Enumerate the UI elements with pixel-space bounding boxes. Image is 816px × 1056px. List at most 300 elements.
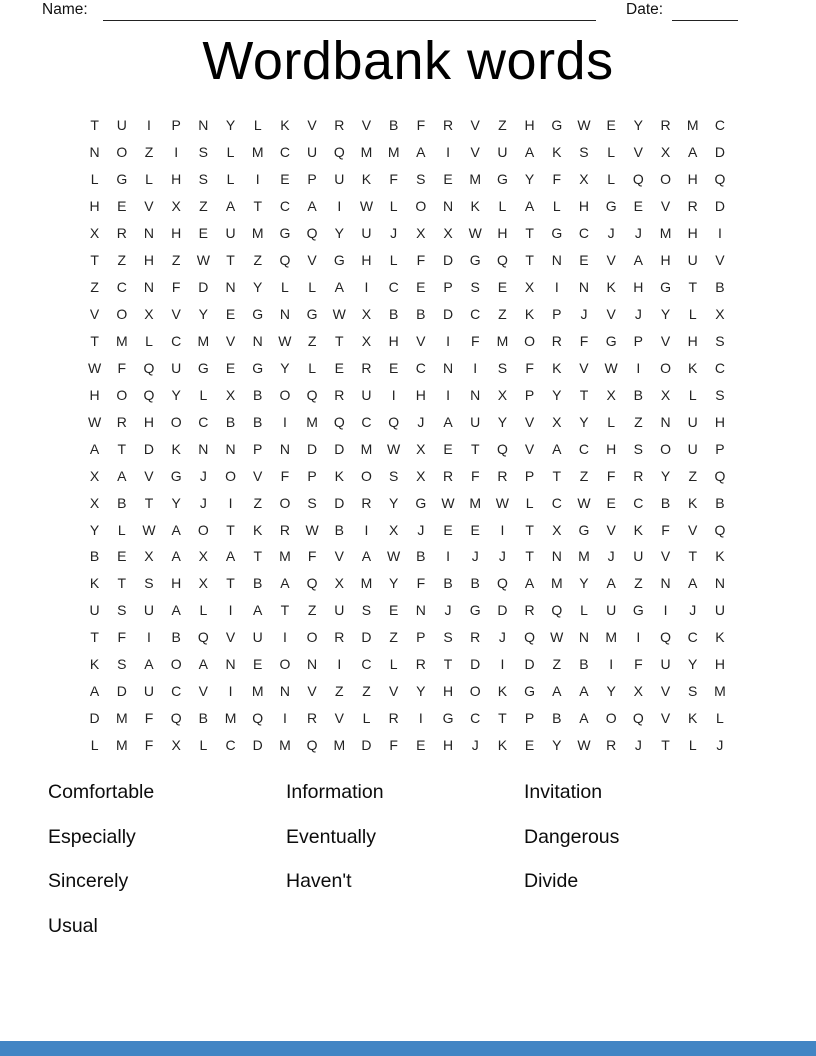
grid-letter: K bbox=[253, 521, 263, 538]
grid-letter: F bbox=[470, 467, 480, 484]
grid-letter: Z bbox=[498, 117, 507, 134]
grid-letter: Z bbox=[498, 306, 507, 323]
grid-letter: T bbox=[498, 710, 507, 727]
grid-letter: V bbox=[660, 548, 671, 565]
grid-letter: W bbox=[87, 413, 102, 430]
grid-letter: V bbox=[688, 521, 698, 538]
grid-letter: Z bbox=[307, 602, 317, 619]
grid-letter: T bbox=[579, 386, 589, 403]
grid-letter: K bbox=[334, 467, 344, 484]
grid-letter: B bbox=[117, 494, 127, 511]
grid-letter: A bbox=[144, 656, 154, 673]
grid-letter: R bbox=[524, 602, 535, 619]
grid-letter: A bbox=[171, 602, 181, 619]
grid-letter: T bbox=[90, 332, 99, 349]
grid-letter: K bbox=[470, 198, 480, 215]
grid-letter: Y bbox=[660, 467, 671, 484]
grid-letter: A bbox=[280, 575, 290, 592]
grid-letter: A bbox=[633, 252, 644, 269]
grid-letter: U bbox=[470, 413, 481, 430]
grid-letter: T bbox=[688, 279, 697, 296]
grid-letter: V bbox=[307, 117, 317, 134]
grid-letter: L bbox=[308, 279, 316, 296]
grid-letter: F bbox=[144, 737, 154, 754]
grid-letter: V bbox=[606, 252, 616, 269]
grid-letter: Q bbox=[714, 171, 726, 188]
grid-letter: C bbox=[388, 279, 399, 296]
grid-letter: H bbox=[687, 225, 698, 242]
grid-letter: I bbox=[418, 710, 423, 727]
grid-letter: P bbox=[715, 440, 725, 457]
grid-letter: E bbox=[416, 737, 426, 754]
grid-letter: K bbox=[497, 683, 508, 700]
grid-letter: R bbox=[551, 332, 562, 349]
grid-letter: F bbox=[606, 467, 616, 484]
grid-letter: M bbox=[306, 413, 318, 430]
grid-letter: I bbox=[446, 332, 450, 349]
grid-letter: N bbox=[551, 548, 562, 565]
grid-letter: X bbox=[660, 144, 671, 161]
grid-letter: L bbox=[145, 171, 153, 188]
grid-letter: T bbox=[90, 629, 99, 646]
grid-letter: T bbox=[90, 117, 99, 134]
grid-letter: C bbox=[198, 413, 209, 430]
grid-letter: R bbox=[361, 494, 372, 511]
grid-letter: K bbox=[633, 521, 644, 538]
grid-letter: L bbox=[199, 737, 208, 754]
grid-letter: Q bbox=[197, 629, 209, 646]
grid-letter: P bbox=[171, 117, 181, 134]
grid-letter: U bbox=[633, 548, 644, 565]
grid-letter: A bbox=[89, 683, 100, 700]
grid-letter: N bbox=[143, 279, 155, 296]
grid-letter: L bbox=[498, 198, 507, 215]
grid-letter: N bbox=[252, 332, 263, 349]
grid-letter: H bbox=[415, 386, 426, 403]
grid-letter: P bbox=[307, 467, 317, 484]
grid-letter: R bbox=[633, 467, 644, 484]
grid-letter: E bbox=[198, 225, 209, 242]
grid-letter: X bbox=[171, 198, 181, 215]
grid-letter: Q bbox=[496, 440, 508, 457]
grid-letter: J bbox=[634, 225, 642, 242]
grid-letter: F bbox=[171, 279, 181, 296]
wordbank-word: Eventually bbox=[286, 825, 376, 848]
grid-letter: Q bbox=[143, 359, 155, 376]
grid-letter: W bbox=[332, 306, 346, 323]
grid-letter: K bbox=[606, 279, 616, 296]
grid-letter: T bbox=[226, 252, 235, 269]
grid-letter: E bbox=[443, 171, 453, 188]
grid-letter: O bbox=[361, 467, 372, 484]
grid-letter: R bbox=[497, 467, 508, 484]
grid-letter: Z bbox=[552, 656, 562, 673]
grid-letter: D bbox=[252, 737, 263, 754]
grid-letter: N bbox=[89, 144, 100, 161]
grid-letter: X bbox=[144, 548, 154, 565]
grid-letter: Z bbox=[634, 413, 643, 430]
grid-letter: W bbox=[387, 440, 401, 457]
grid-letter: J bbox=[634, 737, 642, 754]
grid-letter: I bbox=[636, 359, 641, 376]
grid-letter: Q bbox=[306, 386, 318, 403]
grid-letter: F bbox=[389, 171, 398, 188]
grid-letter: K bbox=[280, 117, 290, 134]
grid-letter: Y bbox=[171, 386, 181, 403]
grid-letter: V bbox=[225, 332, 236, 349]
page-title: Wordbank words bbox=[202, 31, 614, 91]
grid-letter: X bbox=[443, 225, 453, 242]
wordbank-word: Sincerely bbox=[48, 870, 129, 892]
grid-letter: G bbox=[605, 332, 617, 349]
grid-letter: V bbox=[334, 548, 344, 565]
grid-letter: C bbox=[361, 656, 372, 673]
grid-letter: L bbox=[117, 521, 126, 538]
grid-letter: K bbox=[89, 575, 100, 592]
grid-letter: X bbox=[416, 467, 426, 484]
grid-letter: Z bbox=[688, 467, 697, 484]
wordbank-word: Usual bbox=[48, 914, 98, 937]
grid-letter: L bbox=[607, 413, 616, 430]
grid-letter: I bbox=[663, 602, 668, 619]
grid-letter: M bbox=[251, 144, 264, 161]
grid-letter: D bbox=[442, 306, 454, 323]
grid-letter: J bbox=[199, 494, 207, 511]
grid-letter: W bbox=[359, 198, 374, 215]
grid-letter: R bbox=[116, 413, 127, 430]
grid-letter: A bbox=[225, 198, 236, 215]
grid-letter: S bbox=[579, 144, 589, 161]
grid-letter: V bbox=[334, 710, 344, 727]
grid-letter: U bbox=[361, 386, 372, 403]
grid-letter: L bbox=[199, 386, 208, 403]
grid-letter: A bbox=[579, 710, 589, 727]
grid-letter: K bbox=[552, 144, 562, 161]
grid-letter: O bbox=[279, 494, 291, 511]
grid-letter: Q bbox=[714, 467, 726, 484]
grid-letter: J bbox=[199, 467, 207, 484]
grid-letter: X bbox=[660, 386, 671, 403]
grid-letter: Z bbox=[253, 494, 262, 511]
grid-letter: D bbox=[116, 683, 127, 700]
grid-letter: O bbox=[660, 359, 671, 376]
grid-letter: Y bbox=[579, 413, 589, 430]
grid-letter: F bbox=[280, 467, 290, 484]
grid-letter: F bbox=[416, 117, 426, 134]
grid-letter: K bbox=[524, 306, 535, 323]
grid-letter: G bbox=[170, 467, 182, 484]
grid-letter: W bbox=[604, 359, 618, 376]
grid-letter: L bbox=[145, 332, 153, 349]
grid-letter: A bbox=[688, 144, 698, 161]
grid-letter: R bbox=[388, 710, 399, 727]
grid-letter: G bbox=[252, 359, 264, 376]
grid-letter: X bbox=[497, 386, 508, 403]
grid-letter: J bbox=[634, 306, 642, 323]
grid-letter: J bbox=[417, 413, 425, 430]
grid-letter: S bbox=[307, 494, 317, 511]
grid-letter: G bbox=[469, 602, 481, 619]
grid-letter: Z bbox=[389, 629, 398, 646]
grid-letter: I bbox=[500, 656, 505, 673]
grid-letter: T bbox=[525, 548, 534, 565]
grid-letter: M bbox=[550, 575, 563, 592]
grid-letter: L bbox=[688, 386, 697, 403]
grid-letter: D bbox=[714, 198, 725, 215]
grid-letter: M bbox=[686, 117, 699, 134]
grid-letter: U bbox=[252, 629, 263, 646]
grid-letter: N bbox=[225, 279, 236, 296]
grid-letter: D bbox=[307, 440, 318, 457]
wordbank-word: Invitation bbox=[524, 781, 603, 803]
grid-letter: X bbox=[416, 225, 426, 242]
name-label: Name: bbox=[42, 1, 88, 18]
grid-letter: M bbox=[279, 737, 291, 754]
grid-letter: Q bbox=[333, 144, 345, 161]
grid-letter: Y bbox=[552, 386, 562, 403]
grid-letter: L bbox=[226, 171, 235, 188]
grid-letter: V bbox=[225, 629, 236, 646]
grid-letter: P bbox=[524, 467, 535, 484]
grid-letter: M bbox=[360, 440, 373, 457]
grid-letter: Q bbox=[660, 629, 671, 646]
grid-letter: G bbox=[415, 494, 427, 511]
grid-letter: M bbox=[578, 548, 590, 565]
grid-letter: B bbox=[715, 494, 725, 511]
grid-letter: H bbox=[687, 332, 698, 349]
grid-letter: R bbox=[415, 656, 426, 673]
grid-letter: Q bbox=[306, 737, 318, 754]
grid-letter: G bbox=[551, 225, 563, 242]
grid-letter: H bbox=[714, 413, 725, 430]
grid-letter: C bbox=[361, 413, 372, 430]
grid-letter: W bbox=[495, 494, 510, 511]
grid-letter: P bbox=[253, 440, 263, 457]
grid-letter: T bbox=[525, 521, 534, 538]
grid-letter: X bbox=[198, 575, 209, 592]
grid-letter: Y bbox=[497, 413, 508, 430]
grid-letter: U bbox=[307, 144, 318, 161]
grid-letter: X bbox=[89, 225, 100, 242]
grid-letter: W bbox=[441, 494, 455, 511]
grid-letter: Y bbox=[552, 737, 562, 754]
grid-letter: Y bbox=[688, 656, 698, 673]
grid-letter: D bbox=[361, 737, 372, 754]
grid-letter: X bbox=[606, 386, 616, 403]
grid-letter: Z bbox=[144, 144, 154, 161]
grid-letter: I bbox=[717, 225, 722, 242]
grid-letter: O bbox=[225, 467, 236, 484]
grid-letter: H bbox=[143, 413, 155, 430]
grid-letter: W bbox=[468, 225, 482, 242]
grid-letter: K bbox=[552, 359, 562, 376]
grid-letter: X bbox=[89, 494, 100, 511]
grid-letter: V bbox=[307, 252, 317, 269]
grid-letter: W bbox=[196, 252, 210, 269]
grid-letter: X bbox=[171, 737, 181, 754]
grid-letter: T bbox=[525, 225, 534, 242]
grid-letter: J bbox=[607, 225, 615, 242]
grid-letter: X bbox=[524, 279, 535, 296]
grid-letter: J bbox=[498, 629, 506, 646]
grid-letter: O bbox=[279, 386, 291, 403]
grid-letter: I bbox=[282, 710, 287, 727]
grid-letter: Z bbox=[90, 279, 99, 296]
grid-letter: P bbox=[524, 710, 535, 727]
grid-letter: E bbox=[497, 279, 508, 296]
grid-letter: K bbox=[688, 710, 698, 727]
grid-letter: E bbox=[388, 602, 399, 619]
grid-letter: Y bbox=[388, 494, 399, 511]
grid-letter: R bbox=[606, 737, 617, 754]
grid-letter: F bbox=[117, 359, 127, 376]
grid-letter: M bbox=[469, 171, 482, 188]
grid-letter: U bbox=[116, 117, 127, 134]
grid-letter: N bbox=[660, 575, 671, 592]
grid-letter: C bbox=[415, 359, 426, 376]
grid-letter: V bbox=[361, 117, 372, 134]
wordbank-word: Especially bbox=[48, 825, 136, 848]
grid-letter: B bbox=[253, 386, 263, 403]
grid-letter: I bbox=[609, 656, 614, 673]
grid-letter: A bbox=[443, 413, 453, 430]
grid-letter: M bbox=[387, 144, 400, 161]
grid-letter: M bbox=[197, 332, 210, 349]
grid-letter: D bbox=[442, 252, 454, 269]
grid-letter: E bbox=[633, 198, 644, 215]
grid-letter: G bbox=[632, 602, 644, 619]
grid-letter: V bbox=[660, 683, 671, 700]
grid-letter: U bbox=[714, 602, 725, 619]
grid-letter: I bbox=[282, 629, 287, 646]
grid-letter: N bbox=[442, 359, 454, 376]
grid-letter: D bbox=[334, 494, 345, 511]
grid-letter: B bbox=[171, 629, 181, 646]
grid-letter: Z bbox=[579, 467, 589, 484]
grid-letter: U bbox=[225, 225, 236, 242]
grid-letter: H bbox=[89, 198, 100, 215]
grid-letter: F bbox=[579, 332, 589, 349]
grid-letter: H bbox=[633, 279, 644, 296]
grid-letter: E bbox=[225, 359, 236, 376]
grid-letter: A bbox=[307, 198, 317, 215]
grid-letter: V bbox=[660, 198, 671, 215]
grid-letter: Z bbox=[117, 252, 127, 269]
grid-letter: L bbox=[308, 359, 316, 376]
grid-letter: X bbox=[361, 306, 372, 323]
grid-letter: C bbox=[470, 306, 481, 323]
grid-letter: S bbox=[715, 332, 725, 349]
grid-letter: G bbox=[333, 252, 345, 269]
grid-letter: Q bbox=[333, 413, 345, 430]
grid-letter: W bbox=[550, 629, 564, 646]
grid-letter: N bbox=[578, 629, 590, 646]
grid-letter: L bbox=[253, 117, 262, 134]
grid-letter: Q bbox=[279, 252, 291, 269]
grid-letter: E bbox=[443, 440, 453, 457]
grid-letter: V bbox=[198, 683, 209, 700]
grid-letter: Q bbox=[388, 413, 400, 430]
grid-letter: C bbox=[225, 737, 236, 754]
date-label: Date: bbox=[626, 1, 664, 18]
grid-letter: N bbox=[198, 117, 209, 134]
grid-letter: Z bbox=[335, 683, 344, 700]
grid-letter: I bbox=[446, 386, 450, 403]
grid-letter: E bbox=[443, 521, 453, 538]
grid-letter: E bbox=[606, 494, 616, 511]
grid-letter: L bbox=[281, 279, 289, 296]
grid-letter: W bbox=[577, 737, 591, 754]
grid-letter: A bbox=[225, 548, 236, 565]
grid-letter: X bbox=[552, 521, 562, 538]
grid-letter: H bbox=[442, 683, 454, 700]
grid-letter: K bbox=[497, 737, 508, 754]
grid-letter: N bbox=[307, 656, 318, 673]
grid-letter: C bbox=[633, 494, 644, 511]
grid-letter: R bbox=[660, 117, 671, 134]
grid-letter: T bbox=[253, 548, 262, 565]
grid-letter: I bbox=[174, 144, 179, 161]
grid-letter: W bbox=[577, 117, 591, 134]
grid-letter: Y bbox=[89, 521, 100, 538]
grid-letter: R bbox=[470, 629, 481, 646]
grid-letter: M bbox=[115, 737, 128, 754]
grid-letter: H bbox=[171, 575, 182, 592]
grid-letter: L bbox=[688, 306, 697, 323]
grid-letter: S bbox=[470, 279, 480, 296]
grid-letter: T bbox=[688, 548, 697, 565]
grid-letter: A bbox=[524, 575, 535, 592]
grid-letter: O bbox=[660, 171, 671, 188]
grid-letter: X bbox=[225, 386, 236, 403]
grid-letter: I bbox=[500, 521, 505, 538]
grid-letter: S bbox=[361, 602, 372, 619]
grid-letter: E bbox=[470, 521, 480, 538]
grid-letter: O bbox=[197, 521, 209, 538]
grid-letter: Z bbox=[634, 575, 643, 592]
grid-letter: V bbox=[715, 252, 725, 269]
grid-letter: Z bbox=[307, 332, 317, 349]
grid-letter: Q bbox=[632, 710, 644, 727]
grid-letter: A bbox=[361, 548, 372, 565]
grid-letter: L bbox=[389, 656, 398, 673]
grid-letter: E bbox=[579, 252, 589, 269]
grid-letter: Q bbox=[496, 575, 508, 592]
grid-letter: O bbox=[524, 332, 536, 349]
grid-letter: I bbox=[228, 494, 233, 511]
grid-letter: I bbox=[636, 629, 641, 646]
grid-letter: T bbox=[280, 602, 290, 619]
grid-letter: Y bbox=[660, 306, 671, 323]
grid-letter: G bbox=[116, 171, 128, 188]
grid-letter: H bbox=[89, 386, 100, 403]
grid-letter: H bbox=[524, 117, 535, 134]
grid-letter: B bbox=[579, 656, 589, 673]
wordbank-word: Divide bbox=[524, 870, 579, 892]
grid-letter: U bbox=[687, 440, 698, 457]
grid-letter: O bbox=[605, 710, 617, 727]
grid-letter: V bbox=[660, 710, 671, 727]
grid-letter: I bbox=[228, 683, 233, 700]
grid-letter: R bbox=[334, 629, 345, 646]
grid-letter: M bbox=[115, 710, 128, 727]
grid-letter: I bbox=[446, 548, 450, 565]
grid-letter: D bbox=[524, 656, 535, 673]
grid-letter: U bbox=[687, 413, 698, 430]
grid-letter: T bbox=[661, 737, 670, 754]
grid-letter: B bbox=[89, 548, 100, 565]
grid-letter: X bbox=[89, 467, 100, 484]
